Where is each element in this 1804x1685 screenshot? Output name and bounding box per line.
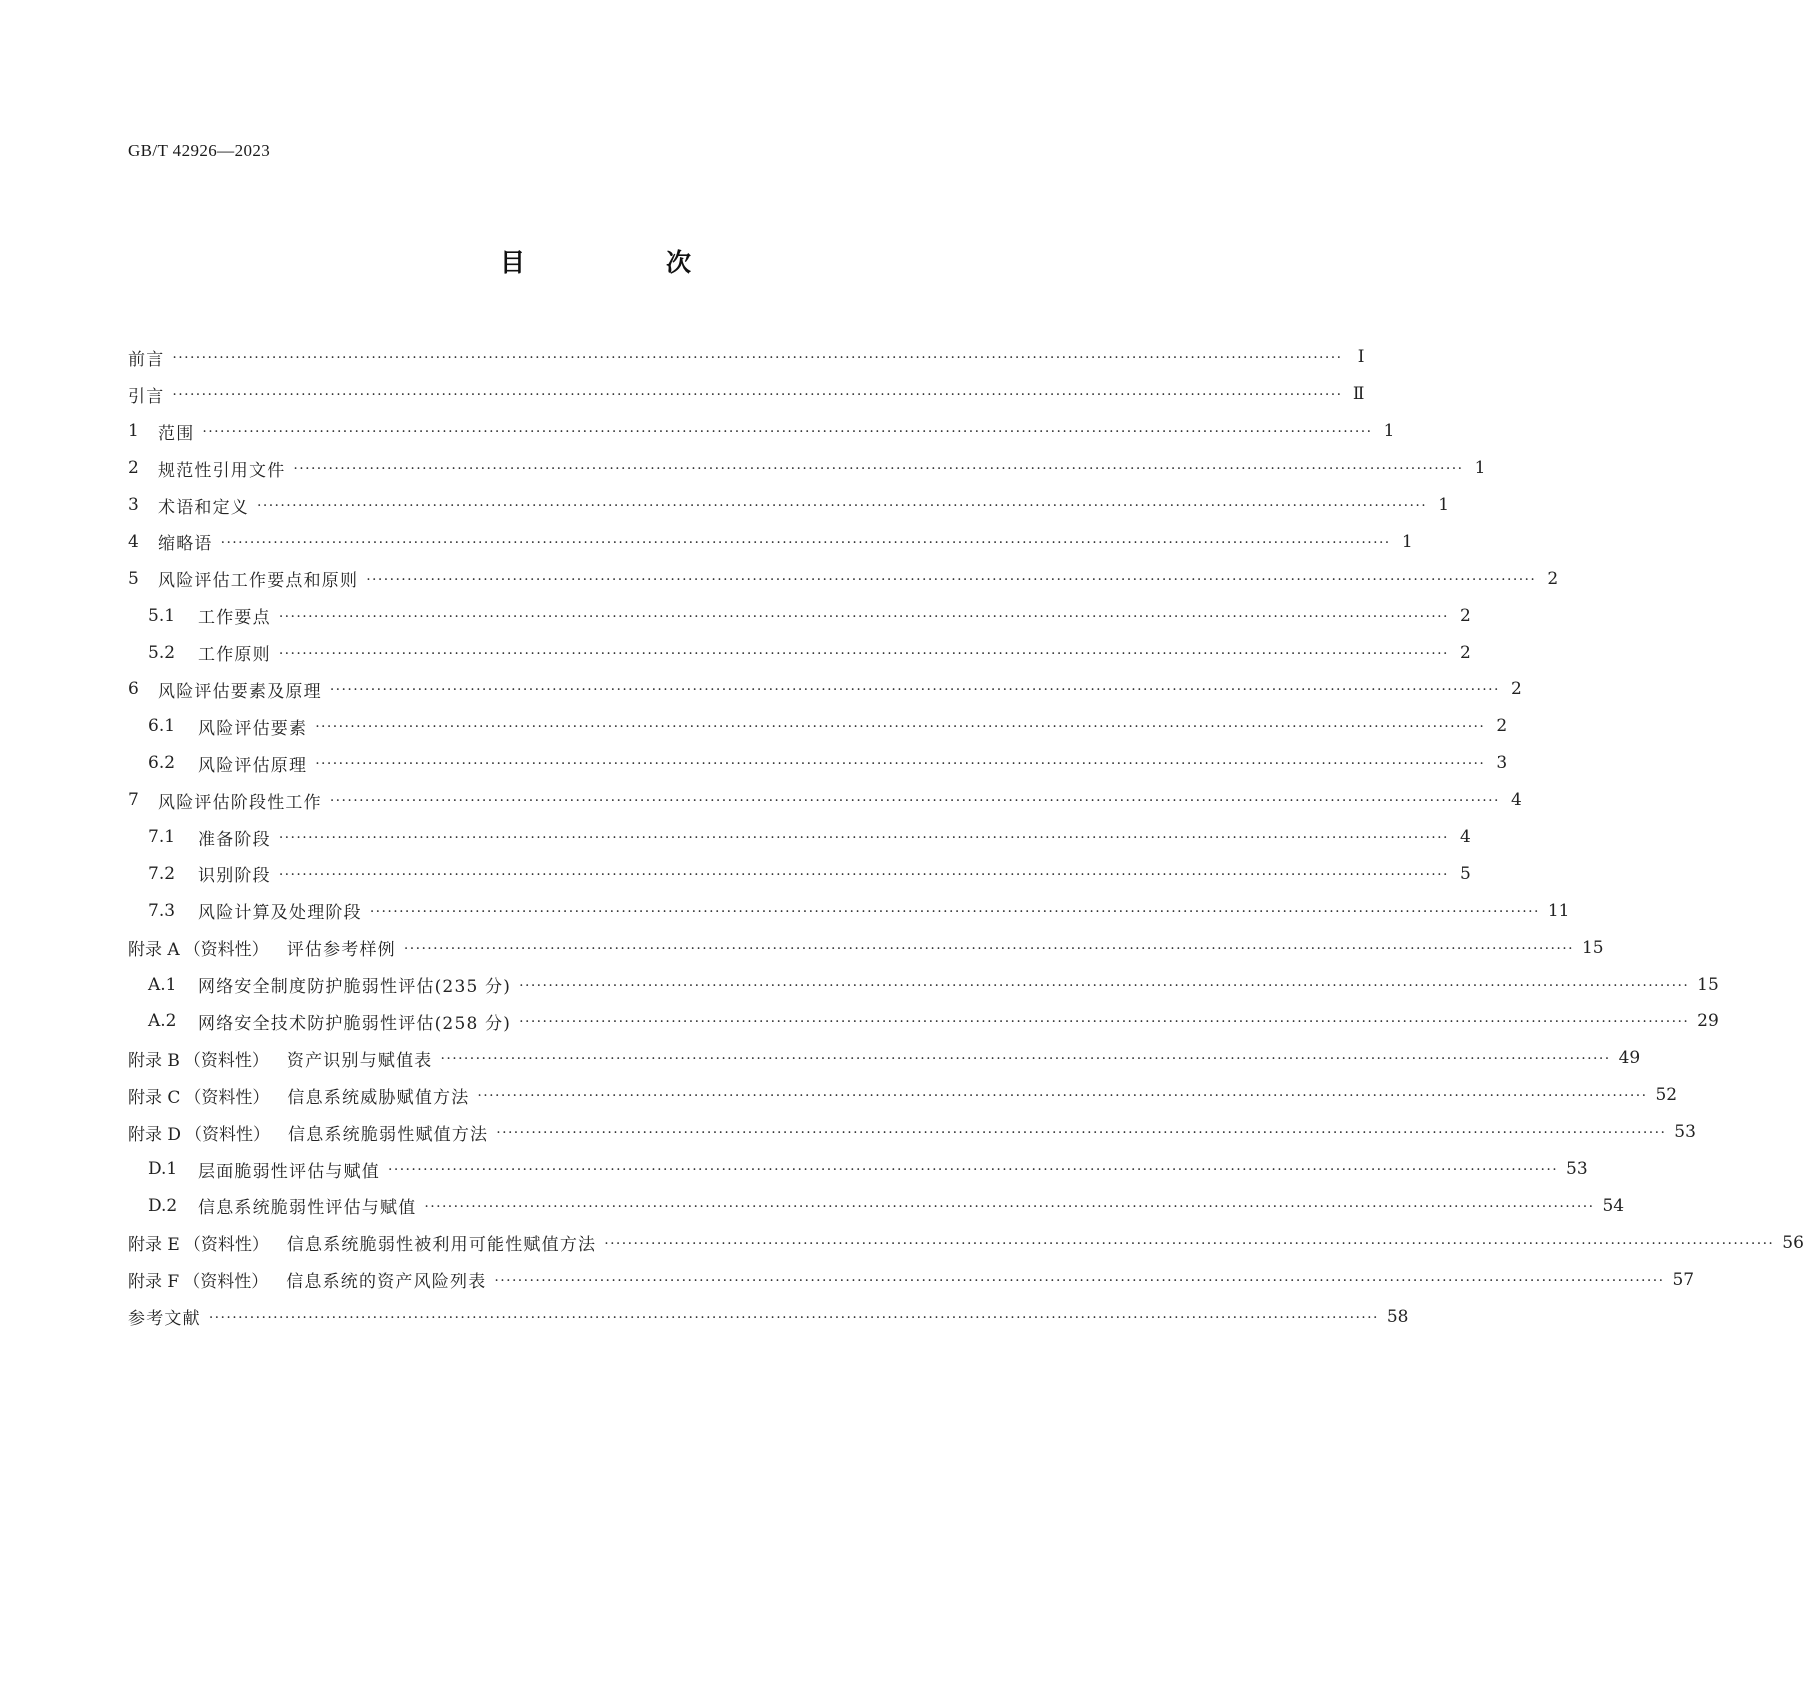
toc-dot-leader: ········································································································································································································ [369, 903, 1540, 920]
toc-entry-number: 附录 B [128, 1050, 180, 1071]
toc-entry-title: 网络安全技术防护脆弱性评估(258 分) [198, 1013, 512, 1034]
toc-entry-page-number: 15 [1581, 937, 1604, 958]
toc-entry-annex-type: （资料性） [183, 1235, 269, 1256]
toc-entry-number: D.2 [148, 1195, 178, 1216]
toc-entry-title: 评估参考样例 [286, 940, 396, 961]
toc-entry-page-number: 2 [1460, 642, 1471, 663]
toc-entry-page-number: 1 [1383, 421, 1395, 442]
toc-entry-title: 风险评估工作要点和原则 [158, 571, 359, 592]
toc-entry-page-number: 52 [1655, 1085, 1678, 1106]
standard-number: GB/T 42926—2023 [128, 141, 271, 160]
toc-entry[interactable] [128, 966, 1719, 1003]
toc-entry-number: 7.2 [148, 863, 176, 884]
toc-entry-title: 信息系统脆弱性评估与赋值 [198, 1198, 417, 1219]
toc-dot-leader: ········································································································································································································ [604, 1235, 1775, 1252]
toc-entry-page-number: 3 [1496, 753, 1508, 774]
toc-entry[interactable] [128, 855, 1471, 892]
toc-dot-leader: ········································································································································································································ [278, 645, 1449, 662]
toc-entry-title: 引言 [128, 386, 165, 407]
toc-entry-number: 6.2 [148, 753, 176, 774]
toc-entry-number: 附录 D [128, 1124, 182, 1145]
toc-entry-number: 7.1 [148, 827, 176, 848]
toc-entry-number: 附录 A [128, 940, 180, 961]
toc-entry[interactable] [128, 413, 1395, 450]
toc-entry-title: 层面脆弱性评估与赋值 [198, 1161, 380, 1182]
toc-entry-number: A.2 [148, 1011, 177, 1032]
toc-entry-number: 4 [128, 531, 139, 552]
toc-entry[interactable] [128, 1224, 1804, 1261]
toc-dot-leader: ········································································································································································································ [278, 830, 1449, 847]
toc-entry-page-number: 2 [1496, 716, 1508, 737]
toc-entry-number: 7.3 [148, 900, 176, 921]
toc-entry-page-number: 4 [1460, 827, 1471, 848]
toc-entry-page-number: 1 [1474, 458, 1486, 479]
toc-entry-page-number: Ⅱ [1352, 384, 1365, 405]
toc-entry[interactable] [128, 892, 1570, 929]
toc-entry-title: 信息系统脆弱性赋值方法 [288, 1124, 489, 1145]
toc-entry[interactable] [128, 1114, 1696, 1151]
toc-entry-number: 5.1 [148, 605, 176, 626]
toc-entry-number: 2 [128, 458, 139, 479]
toc-entry-page-number: 5 [1460, 863, 1471, 884]
toc-dot-leader: ········································································································································································································ [366, 571, 1537, 588]
toc-entry[interactable] [128, 523, 1413, 560]
toc-entry-number: 6.1 [148, 716, 176, 737]
toc-entry-title: 准备阶段 [198, 829, 271, 850]
toc-entry-page-number: 53 [1674, 1122, 1696, 1143]
toc-entry-title: 缩略语 [158, 534, 213, 555]
toc-entry-page-number: 58 [1386, 1306, 1409, 1327]
toc-entry[interactable] [128, 339, 1365, 376]
toc-entry-number: D.1 [148, 1159, 178, 1180]
toc-entry-number: 5 [128, 568, 139, 589]
page-title: 目 次 [499, 248, 749, 277]
toc-dot-leader: ········································································································································································································ [496, 1125, 1667, 1142]
toc-dot-leader: ········································································································································································································ [172, 387, 1343, 404]
toc-dot-leader: ········································································································································································································ [403, 940, 1574, 957]
toc-dot-leader: ········································································································································································································ [440, 1051, 1611, 1068]
toc-entry[interactable] [128, 782, 1522, 819]
toc-dot-leader: ········································································································································································································ [220, 534, 1391, 551]
toc-entry-page-number: 11 [1547, 900, 1570, 921]
toc-entry-page-number: 57 [1672, 1269, 1695, 1290]
toc-dot-leader: ········································································································································································································ [494, 1272, 1665, 1289]
toc-dot-leader: ········································································································································································································ [388, 1162, 1559, 1179]
toc-dot-leader: ········································································································································································································ [172, 350, 1343, 367]
toc-entry-page-number: 15 [1697, 974, 1719, 995]
toc-entry[interactable] [128, 1040, 1641, 1077]
toc-entry-page-number: 2 [1511, 679, 1522, 700]
toc-dot-leader: ········································································································································································································ [257, 498, 1428, 514]
toc-entry-title: 信息系统威胁赋值方法 [287, 1087, 470, 1108]
toc-entry-page-number: Ⅰ [1357, 347, 1365, 368]
toc-entry-title: 资产识别与赋值表 [286, 1050, 433, 1071]
toc-dot-leader: ········································································································································································································ [293, 461, 1464, 478]
toc-entry-page-number: 29 [1697, 1011, 1719, 1032]
toc-entry[interactable] [128, 1151, 1588, 1188]
toc-entry-title: 网络安全制度防护脆弱性评估(235 分) [198, 977, 512, 998]
toc-dot-leader: ········································································································································································································ [202, 424, 1373, 441]
toc-entry-annex-type: （资料性） [185, 1124, 271, 1145]
toc-entry-title: 信息系统的资产风险列表 [286, 1272, 487, 1293]
toc-entry-title: 风险计算及处理阶段 [198, 903, 362, 924]
toc-entry-page-number: 49 [1618, 1048, 1641, 1069]
toc-dot-leader: ········································································································································································································ [477, 1088, 1648, 1105]
toc-entry-page-number: 53 [1566, 1159, 1588, 1180]
toc-entry-page-number: 54 [1602, 1195, 1625, 1216]
toc-dot-leader: ········································································································································································································ [519, 1014, 1690, 1031]
toc-entry-number: A.1 [148, 974, 177, 995]
toc-dot-leader: ········································································································································································································ [208, 1309, 1379, 1326]
toc-entry-page-number: 1 [1401, 531, 1413, 552]
toc-entry-title: 术语和定义 [158, 497, 249, 518]
toc-dot-leader: ········································································································································································································ [329, 682, 1500, 699]
toc-entry[interactable] [128, 634, 1471, 671]
toc-dot-leader: ········································································································································································································ [278, 608, 1449, 625]
toc-entry-number: 7 [128, 790, 139, 811]
toc-entry-annex-type: （资料性） [184, 1087, 270, 1108]
toc-entry-number: 6 [128, 679, 139, 700]
toc-entry-title: 范围 [158, 423, 195, 444]
toc-dot-leader: ········································································································································································································ [315, 756, 1486, 773]
toc-dot-leader: ········································································································································································································ [329, 793, 1500, 810]
toc-entry-title: 工作原则 [198, 645, 271, 666]
toc-entry[interactable] [128, 450, 1486, 487]
toc-entry-number: 3 [128, 495, 139, 515]
toc-entry-annex-type: （资料性） [183, 1272, 269, 1293]
toc-entry[interactable] [128, 560, 1559, 597]
toc-entry[interactable] [128, 1261, 1695, 1298]
toc-entry-title: 风险评估原理 [198, 755, 308, 776]
toc-dot-leader: ········································································································································································································ [519, 977, 1690, 994]
toc-entry-title: 信息系统脆弱性被利用可能性赋值方法 [286, 1235, 597, 1256]
toc-dot-leader: ········································································································································································································ [315, 719, 1486, 736]
toc-entry[interactable] [128, 1298, 1409, 1335]
toc-entry[interactable] [128, 1187, 1625, 1224]
toc-entry-title: 风险评估阶段性工作 [158, 792, 322, 813]
toc-entry-number: 1 [128, 421, 139, 442]
toc-entry-number: 附录 E [128, 1235, 180, 1256]
toc-entry[interactable] [128, 819, 1471, 856]
toc-entry-annex-type: （资料性） [183, 1050, 269, 1071]
toc-entry-page-number: 56 [1782, 1232, 1804, 1253]
toc-entry-number: 5.2 [148, 642, 176, 663]
toc-entry-title: 前言 [128, 349, 165, 370]
toc-entry-annex-type: （资料性） [183, 940, 269, 961]
toc-dot-leader: ········································································································································································································ [278, 866, 1449, 883]
toc-entry-page-number: 4 [1511, 790, 1522, 811]
toc-entry[interactable] [128, 597, 1471, 634]
toc-entry[interactable] [128, 376, 1365, 413]
toc-entry-title: 风险评估要素 [198, 718, 308, 739]
toc-entry-page-number: 2 [1547, 568, 1559, 589]
toc-entry[interactable] [128, 929, 1604, 966]
toc-entry-title: 规范性引用文件 [158, 460, 286, 481]
toc-entry[interactable] [128, 1077, 1678, 1114]
toc-entry-title: 风险评估要素及原理 [158, 681, 322, 702]
toc-entry[interactable] [128, 745, 1508, 782]
toc-dot-leader: ········································································································································································································ [424, 1198, 1595, 1215]
toc-entry[interactable] [128, 708, 1508, 745]
toc-entry-number: 附录 C [128, 1087, 181, 1108]
toc-entry[interactable] [128, 671, 1522, 708]
toc-entry-title: 识别阶段 [198, 866, 271, 887]
toc-entry[interactable] [128, 487, 1450, 524]
toc-entry-page-number: 1 [1438, 495, 1450, 515]
table-of-contents [128, 339, 1804, 1335]
toc-entry[interactable] [128, 1003, 1719, 1040]
toc-entry-title: 工作要点 [198, 608, 271, 629]
toc-entry-title: 参考文献 [128, 1309, 201, 1330]
toc-entry-page-number: 2 [1460, 605, 1471, 626]
toc-entry-number: 附录 F [128, 1272, 180, 1293]
